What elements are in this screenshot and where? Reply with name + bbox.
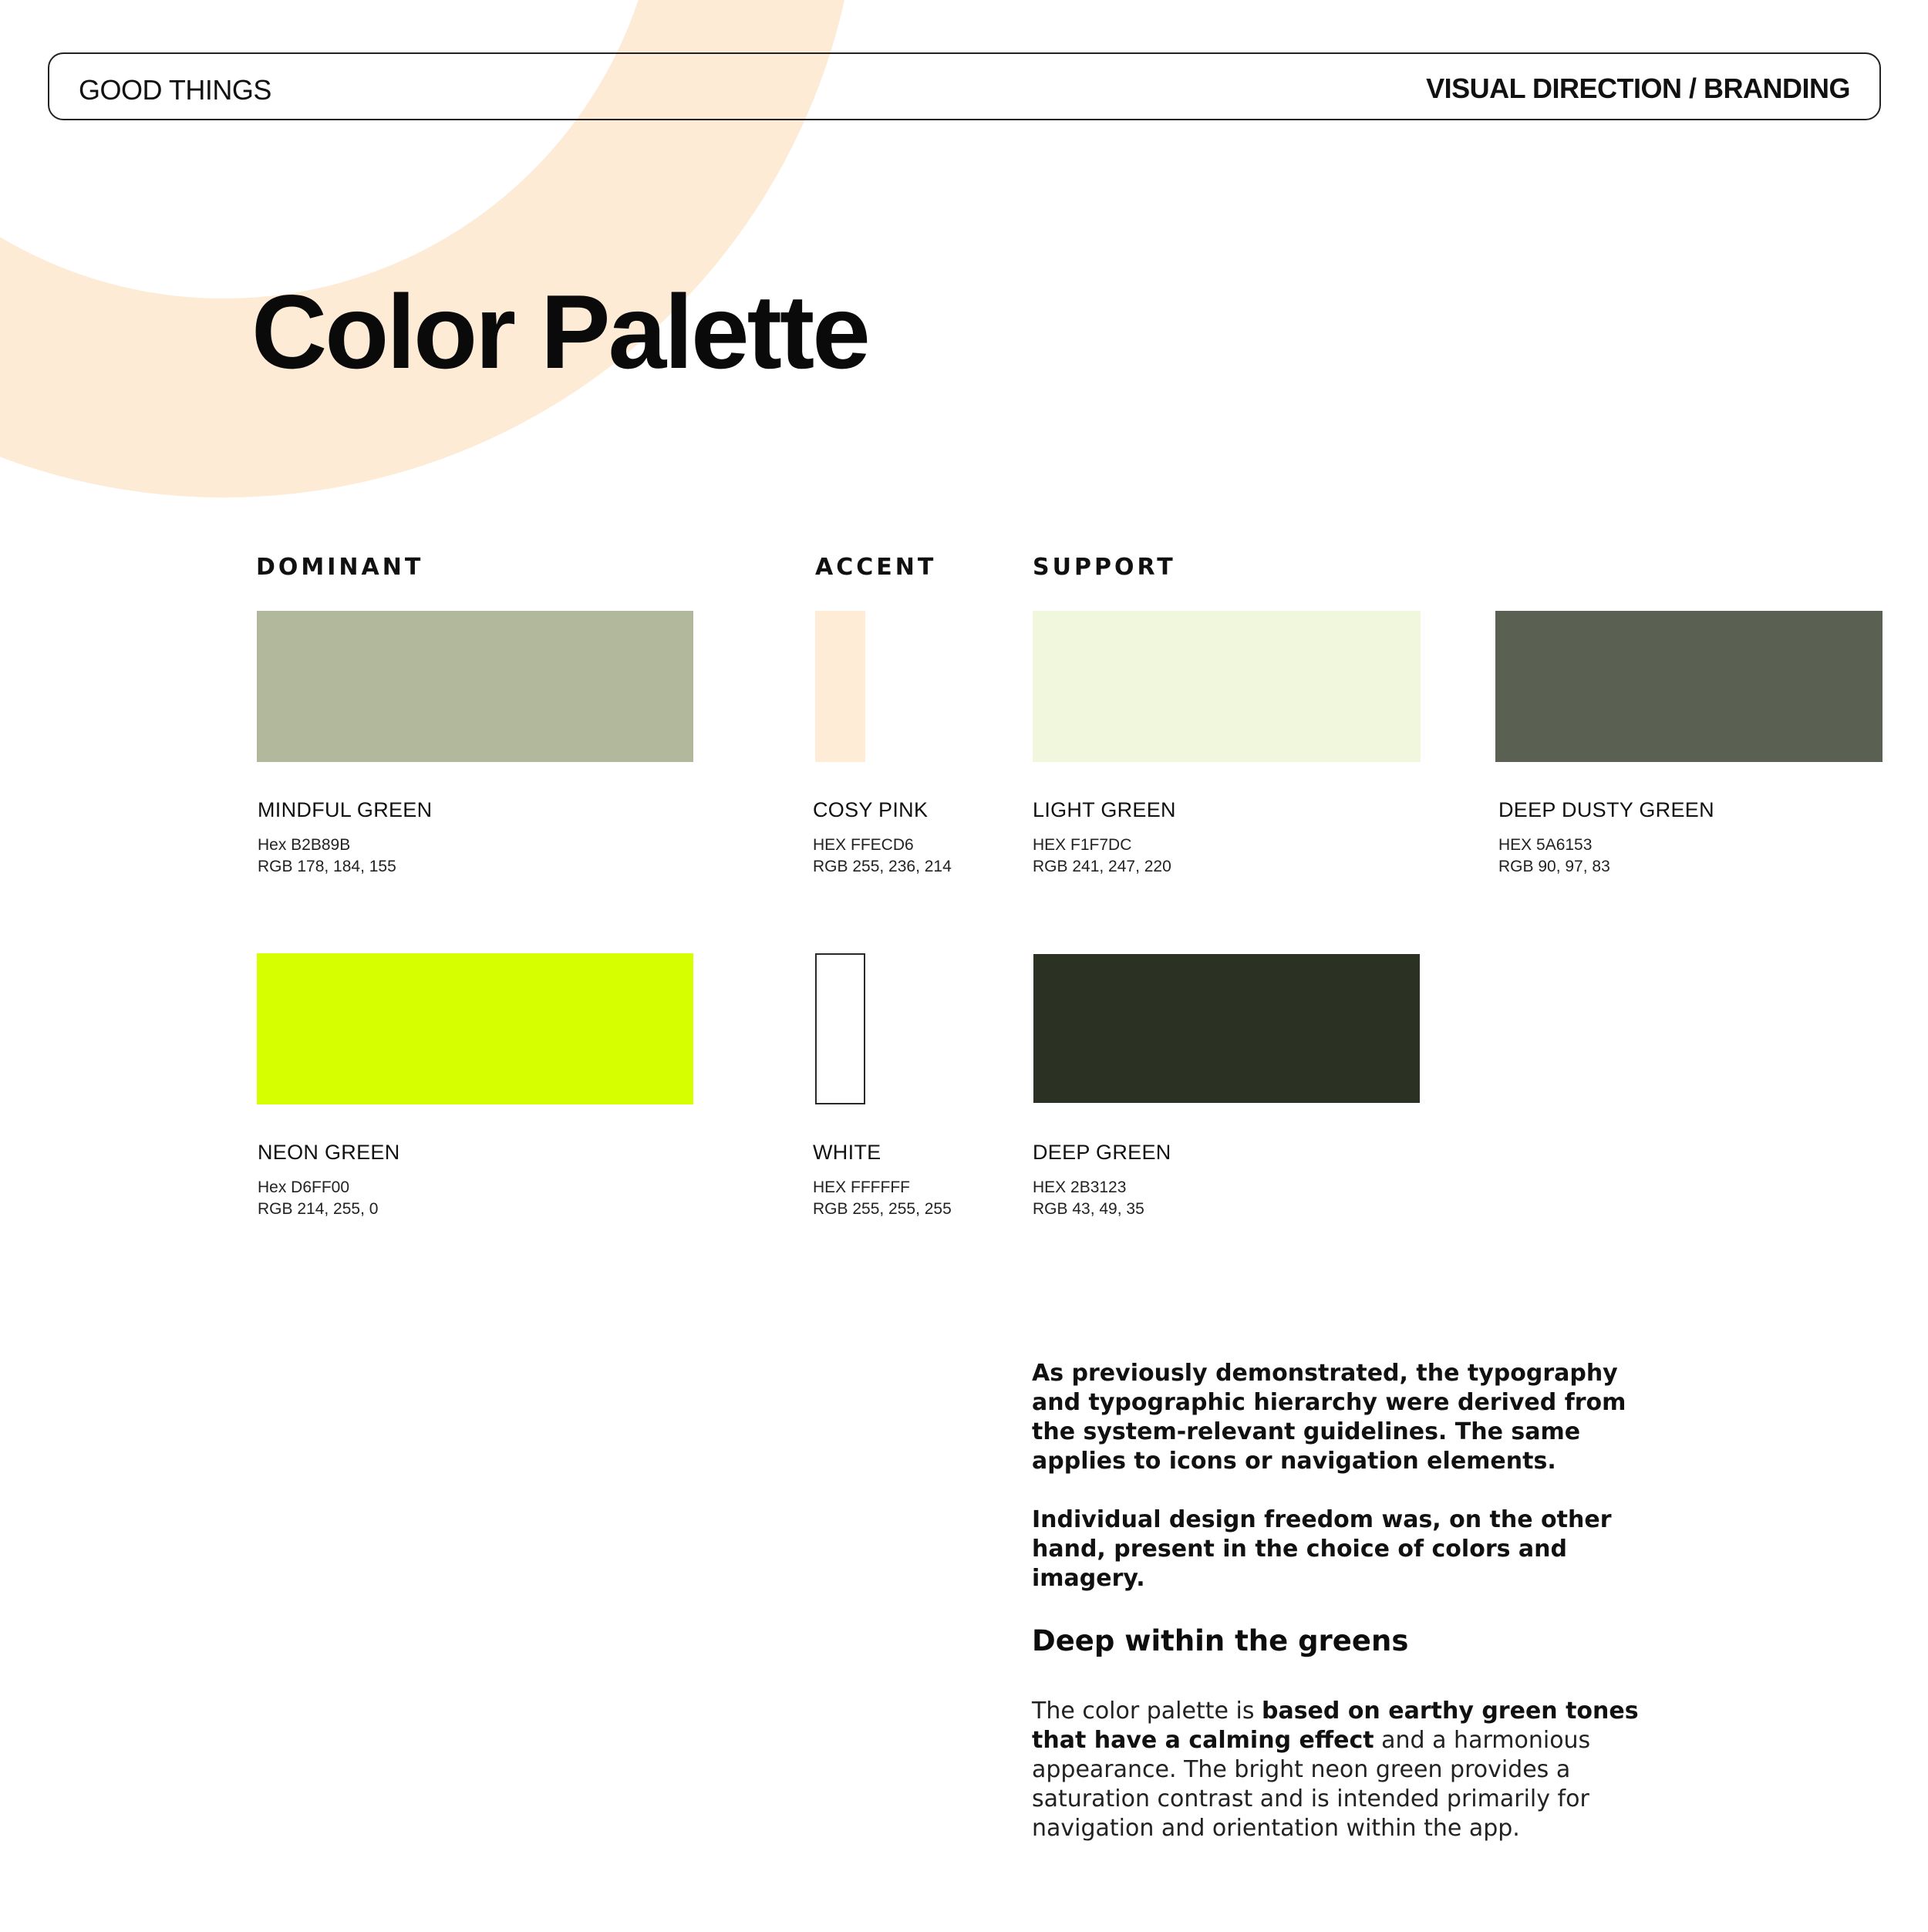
swatch-deep-dusty-green — [1495, 611, 1882, 762]
color-rgb-white: RGB 255, 255, 255 — [813, 1200, 952, 1218]
color-name-white: WHITE — [813, 1141, 881, 1164]
page-title: Color Palette — [251, 273, 868, 390]
color-name-neon-green: NEON GREEN — [258, 1141, 400, 1164]
color-name-deep-green: DEEP GREEN — [1033, 1141, 1171, 1164]
color-rgb-deep-green: RGB 43, 49, 35 — [1033, 1200, 1144, 1218]
swatch-mindful-green — [257, 611, 693, 762]
intro-paragraph-1: As previously demonstrated, the typography and typographic hierarchy were derived from the system-relevant guidelines. The same applies to icons or navigation elements. — [1032, 1360, 1626, 1475]
greens-heading: Deep within the greens — [1032, 1624, 1409, 1657]
swatch-white — [815, 953, 865, 1104]
intro-paragraph-2: Individual design freedom was, on the other hand, present in the choice of colors and imagery. — [1032, 1506, 1612, 1592]
color-rgb-light-green: RGB 241, 247, 220 — [1033, 858, 1171, 875]
brand-name: GOOD THINGS — [79, 74, 271, 106]
greens-text-3: and a harmonious appearance. The bright neon green provides a saturation contrast and is intended primarily for navigation and orientation within the app. — [1032, 1727, 1591, 1842]
color-rgb-mindful-green: RGB 178, 184, 155 — [258, 858, 396, 875]
group-heading-support: SUPPORT — [1033, 554, 1176, 581]
swatch-cosy-pink — [815, 611, 865, 762]
section-label: VISUAL DIRECTION / BRANDING — [1426, 72, 1850, 104]
intro-text — [1032, 1359, 1664, 1593]
color-rgb-cosy-pink: RGB 255, 236, 214 — [813, 858, 952, 875]
color-name-mindful-green: MINDFUL GREEN — [258, 798, 433, 821]
swatch-neon-green — [257, 953, 693, 1104]
color-hex-white: HEX FFFFFF — [813, 1178, 910, 1196]
color-rgb-deep-dusty-green: RGB 90, 97, 83 — [1498, 858, 1610, 875]
color-hex-cosy-pink: HEX FFECD6 — [813, 836, 914, 854]
greens-text-bold: based on earthy green tones that have a calming effect — [1032, 1698, 1639, 1754]
color-hex-neon-green: Hex D6FF00 — [258, 1178, 350, 1196]
greens-text-1: The color palette is — [1032, 1698, 1262, 1725]
header-bar — [48, 52, 1881, 120]
color-rgb-neon-green: RGB 214, 255, 0 — [258, 1200, 379, 1218]
color-hex-deep-green: HEX 2B3123 — [1033, 1178, 1127, 1196]
color-name-light-green: LIGHT GREEN — [1033, 798, 1176, 821]
swatch-deep-green — [1033, 954, 1420, 1103]
greens-body-text — [1032, 1697, 1672, 1843]
color-hex-deep-dusty-green: HEX 5A6153 — [1498, 836, 1593, 854]
group-heading-accent: ACCENT — [815, 554, 937, 581]
swatch-light-green — [1033, 611, 1421, 762]
color-hex-mindful-green: Hex B2B89B — [258, 836, 351, 854]
group-heading-dominant: DOMINANT — [256, 554, 424, 581]
color-name-cosy-pink: COSY PINK — [813, 798, 929, 821]
color-name-deep-dusty-green: DEEP DUSTY GREEN — [1498, 798, 1714, 821]
color-hex-light-green: HEX F1F7DC — [1033, 836, 1132, 854]
